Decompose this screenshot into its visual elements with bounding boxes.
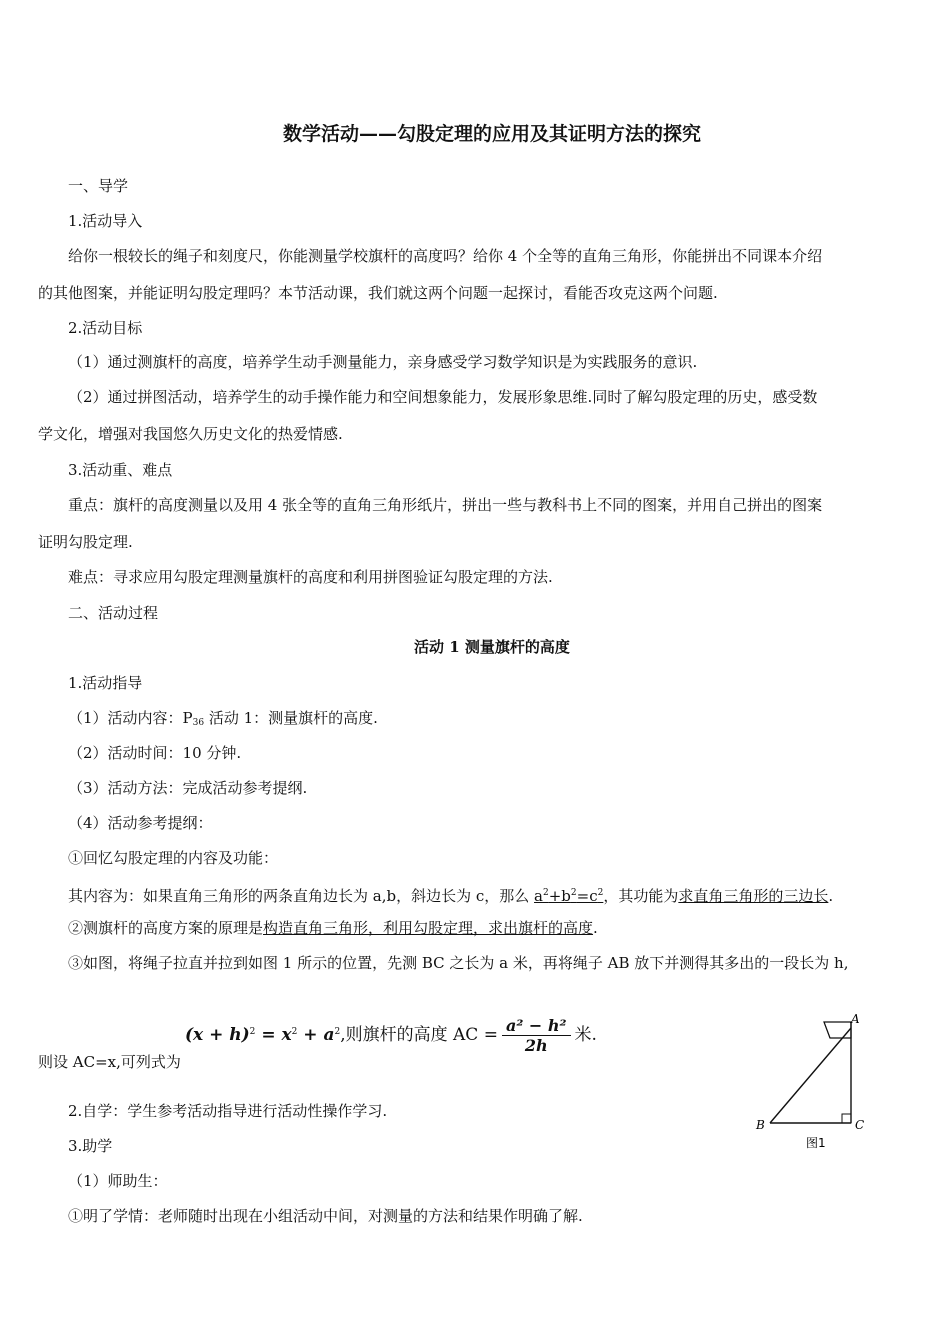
activity-outline: （4）活动参考提纲： bbox=[68, 814, 213, 832]
activity-guide: 1.活动指导 bbox=[68, 674, 143, 692]
pythagorean-formula: $a^2+b^2=c^2$ bbox=[534, 887, 604, 905]
q1-answer-mid: ，其功能为 bbox=[603, 887, 679, 905]
right-angle-mark bbox=[842, 1114, 851, 1123]
help-teacher: （1）师助生： bbox=[68, 1172, 168, 1190]
paragraph-intro-line2: 的其他图案，并能证明勾股定理吗？本节活动课，我们就这两个问题一起探讨，看能否攻克这两个问题. bbox=[38, 284, 718, 302]
q1-answer-prefix: 其内容为：如果直角三角形的两条直角边长为 a,b，斜边长为 c，那么 bbox=[68, 887, 535, 905]
question-1: ①回忆勾股定理的内容及功能： bbox=[68, 849, 279, 867]
q2-answer: 构造直角三角形，利用勾股定理，求出旗杆的高度 bbox=[263, 919, 594, 937]
activity-method: （3）活动方法：完成活动参考提纲. bbox=[68, 779, 308, 797]
page-title: 数学活动——勾股定理的应用及其证明方法的探究 bbox=[282, 123, 701, 145]
question-2: ②测旗杆的高度方案的原理是构造直角三角形，利用勾股定理，求出旗杆的高度. bbox=[68, 919, 598, 937]
figure-1-flagpole bbox=[750, 1010, 870, 1155]
fraction-denominator: 2h bbox=[524, 1036, 548, 1055]
key-point-line2: 证明勾股定理. bbox=[38, 533, 133, 551]
activity-1-title: 活动 1 测量旗杆的高度 bbox=[414, 638, 570, 656]
section-heading-1: 一、导学 bbox=[68, 177, 129, 195]
q1-answer-function: 求直角三角形的三边长 bbox=[678, 887, 829, 905]
formula-unit: 米. bbox=[574, 1025, 597, 1045]
flagpole-formula: $(x + h)^2 = x^2 + a^2$,则旗杆的高度 AC = $\frac{\text{a² − h²}}{2h}$ 米. bbox=[185, 1016, 597, 1055]
activity-content-prefix: （1）活动内容：P bbox=[68, 709, 193, 727]
question-1-answer: 其内容为：如果直角三角形的两条直角边长为 a,b，斜边长为 c，那么 $a^2+b^2=c^2$，其功能为求直角三角形的三边长. bbox=[68, 887, 834, 905]
paragraph-intro-line1: 给你一根较长的绳子和刻度尺，你能测量学校旗杆的高度吗？给你 4 个全等的直角三角形，你能拼出不同课本介绍 bbox=[68, 247, 823, 265]
label-b: B bbox=[756, 1118, 765, 1132]
activity-content bbox=[68, 708, 378, 733]
section-heading-2: 二、活动过程 bbox=[68, 604, 159, 622]
fraction-numerator: a² − h² bbox=[505, 1016, 567, 1035]
difficulty: 难点：寻求应用勾股定理测量旗杆的高度和利用拼图验证勾股定理的方法. bbox=[68, 568, 553, 586]
subheading-key-points: 3.活动重、难点 bbox=[68, 461, 173, 479]
label-c: C bbox=[855, 1118, 865, 1132]
subheading-activity-intro: 1.活动导入 bbox=[68, 212, 143, 230]
goal-2-line2: 学文化，增强对我国悠久历史文化的热爱情感. bbox=[38, 425, 343, 443]
formula-fraction bbox=[502, 1016, 571, 1055]
question-3-setup: 则设 AC=x,可列式为 bbox=[38, 1053, 181, 1071]
activity-time: （2）活动时间：10 分钟. bbox=[68, 744, 242, 762]
rope-line bbox=[770, 1028, 851, 1123]
question-3: ③如图，将绳子拉直并拉到如图 1 所示的位置，先测 BC 之长为 a 米，再将绳子 AB 放下并测得其多出的一段长为 h, bbox=[68, 954, 849, 972]
subheading-activity-goals: 2.活动目标 bbox=[68, 319, 143, 337]
flag-shape bbox=[824, 1022, 851, 1038]
self-study: 2.自学：学生参考活动指导进行活动性操作学习. bbox=[68, 1102, 388, 1120]
figure-caption: 图1 bbox=[806, 1136, 826, 1150]
help-teacher-item-1: ①明了学情：老师随时出现在小组活动中间，对测量的方法和结果作明确了解. bbox=[68, 1207, 583, 1225]
activity-content-suffix: 活动 1：测量旗杆的高度. bbox=[204, 709, 378, 727]
formula-text: ,则旗杆的高度 AC = bbox=[340, 1025, 498, 1045]
page-subscript: 36 bbox=[192, 718, 205, 728]
help-heading: 3.助学 bbox=[68, 1137, 113, 1155]
goal-2-line1: （2）通过拼图活动，培养学生的动手操作能力和空间想象能力，发展形象思维.同时了解勾股定理的历史，感受数 bbox=[68, 388, 818, 406]
flag-curve bbox=[824, 1022, 830, 1038]
label-a: A bbox=[851, 1012, 860, 1026]
key-point-line1: 重点：旗杆的高度测量以及用 4 张全等的直角三角形纸片，拼出一些与教科书上不同的图案，并用自己拼出的图案 bbox=[68, 496, 823, 514]
goal-1: （1）通过测旗杆的高度，培养学生动手测量能力，亲身感受学习数学知识是为实践服务的意识. bbox=[68, 353, 698, 371]
